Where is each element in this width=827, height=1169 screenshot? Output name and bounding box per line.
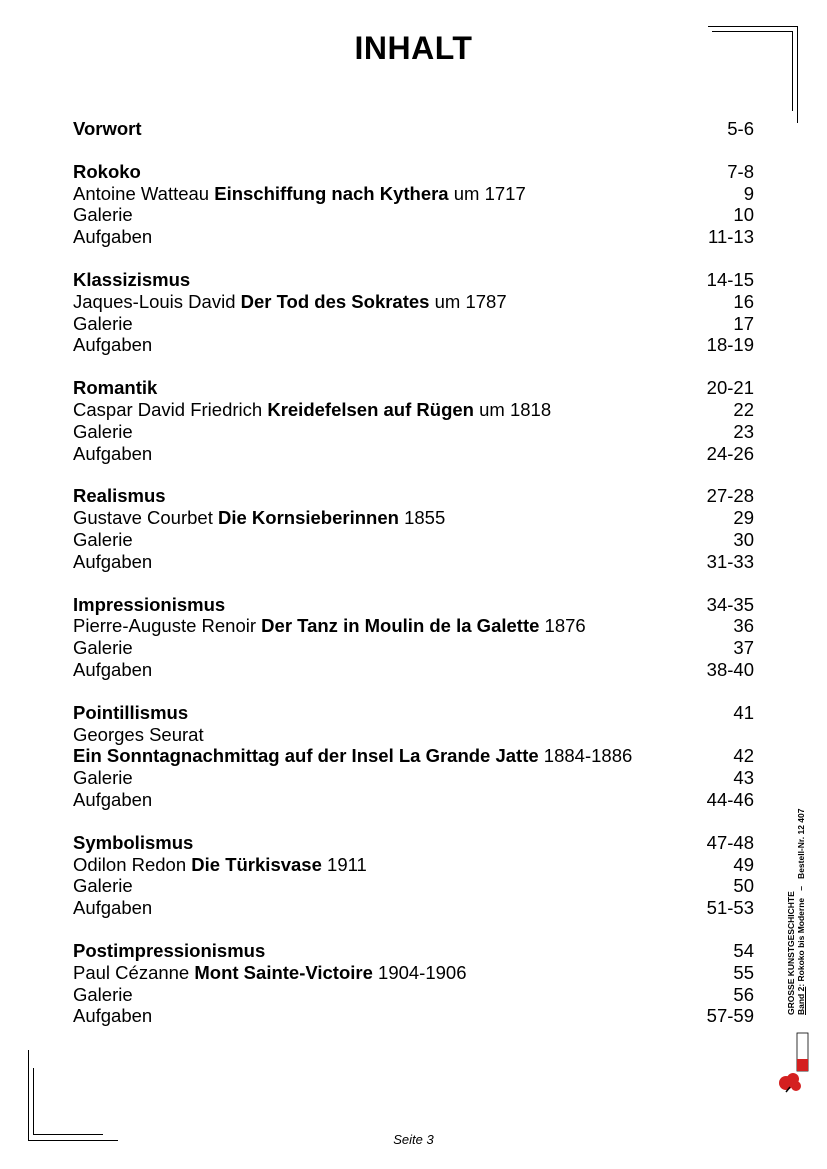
artwork-title: Die Türkisvase [191, 853, 322, 875]
toc-page-number: 9 [743, 182, 754, 204]
toc-entry-title: Aufgaben [73, 550, 153, 572]
toc-entry-title: Romantik [73, 377, 158, 399]
toc-entry-title [73, 854, 367, 876]
toc-page-number: 37 [733, 637, 754, 659]
toc-page-number: 56 [733, 983, 754, 1005]
toc-entry-title: Impressionismus [73, 593, 226, 615]
toc-section-heading [73, 832, 754, 854]
toc-entry-title: Aufgaben [73, 658, 153, 680]
toc-page-number: 24-26 [706, 442, 754, 464]
toc-page-number: 30 [733, 528, 754, 550]
toc-section [73, 594, 754, 681]
toc-entry [73, 854, 754, 876]
toc-entry [73, 313, 754, 335]
toc-entry-title: Postimpressionismus [73, 939, 266, 961]
corner-frame-line [708, 26, 798, 27]
artist-name: Odilon Redon [73, 853, 192, 875]
toc-entry [73, 637, 754, 659]
toc-section-heading [73, 269, 754, 291]
toc-page-number: 36 [733, 615, 754, 637]
toc-entry-title: Realismus [73, 485, 166, 507]
artwork-year: 1884-1886 [538, 745, 633, 767]
toc-section-heading [73, 594, 754, 616]
toc-entry-title [73, 507, 445, 529]
toc-entry [73, 659, 754, 681]
toc-entry-title: Vorwort [73, 118, 142, 139]
toc-entry [73, 897, 754, 919]
artwork-title: Kreidefelsen auf Rügen [267, 398, 474, 420]
toc-entry [73, 962, 754, 984]
toc-page-number: 10 [733, 204, 754, 226]
toc-entry-title: Aufgaben [73, 1005, 153, 1027]
toc-entry-title: Galerie [73, 312, 133, 334]
artist-name: Jaques-Louis David [73, 290, 241, 312]
toc-entry [73, 615, 754, 637]
toc-entry-title [73, 291, 507, 313]
toc-page-number: 18-19 [706, 334, 754, 356]
toc-entry [73, 204, 754, 226]
toc-entry-title: Symbolismus [73, 831, 194, 853]
toc-section [73, 940, 754, 1027]
corner-frame-line [28, 1050, 29, 1141]
artwork-year: um 1818 [473, 398, 552, 420]
toc-entry [73, 507, 754, 529]
artwork-title: Einschiffung nach Kythera [214, 182, 449, 204]
toc-page-number: 57-59 [706, 1005, 754, 1027]
artwork-title: Mont Sainte-Victoire [194, 961, 373, 983]
toc-entry [73, 226, 754, 248]
toc-page-number: 27-28 [706, 485, 754, 507]
toc-page-number: 43 [733, 767, 754, 789]
toc-entry-title: Galerie [73, 983, 133, 1005]
toc-entry [73, 1005, 754, 1027]
toc-page-number: 42 [733, 745, 754, 767]
toc-page-number: 7-8 [727, 160, 754, 182]
toc-section [73, 832, 754, 919]
corner-frame-line [792, 31, 793, 111]
page-title: INHALT [354, 30, 473, 66]
toc-entry-title: Galerie [73, 767, 133, 789]
toc-entry [73, 724, 754, 746]
toc-entry [73, 443, 754, 465]
artist-name: Antoine Watteau [73, 182, 215, 204]
toc-section-heading [73, 118, 754, 140]
toc-entry-title: Aufgaben [73, 788, 153, 810]
toc-entry [73, 334, 754, 356]
toc-entry-title [73, 615, 586, 637]
toc-entry [73, 399, 754, 421]
artwork-year: um 1787 [429, 290, 507, 312]
toc-entry-title: Galerie [73, 875, 133, 897]
toc-entry [73, 875, 754, 897]
toc-section [73, 485, 754, 572]
toc-section-heading [73, 377, 754, 399]
artwork-year: 1876 [539, 615, 586, 637]
toc-page-number: 38-40 [706, 658, 754, 680]
artwork-title: Ein Sonntagnachmittag auf der Insel La Grande Jatte [73, 745, 539, 767]
toc-entry-title [73, 183, 526, 205]
toc-entry [73, 183, 754, 205]
kohl-verlag-logo-icon [776, 1025, 810, 1093]
toc-page-number: 23 [733, 420, 754, 442]
artist-name: Paul Cézanne [73, 961, 195, 983]
band-number: Band 2 [796, 986, 806, 1015]
toc-section-heading [73, 485, 754, 507]
series-title: GROSSE KUNSTGESCHICHTE [786, 891, 796, 1015]
artwork-year: 1904-1906 [372, 961, 467, 983]
toc-entry-title: Georges Seurat [73, 723, 204, 745]
toc-entry-title: Klassizismus [73, 268, 191, 290]
artist-name: Pierre-Auguste Renoir [73, 615, 262, 637]
artwork-title: Der Tod des Sokrates [240, 290, 430, 312]
toc-page-number: 20-21 [706, 377, 754, 399]
toc-entry [73, 529, 754, 551]
artist-name: Gustave Courbet [73, 507, 218, 529]
toc-section-heading [73, 702, 754, 724]
artwork-title: Der Tanz in Moulin de la Galette [261, 615, 540, 637]
toc-section [73, 118, 754, 140]
toc-entry [73, 789, 754, 811]
toc-page-number: 41 [733, 701, 754, 723]
artwork-title: Die Kornsieberinnen [218, 507, 399, 529]
toc-page-number: 49 [733, 853, 754, 875]
artwork-year: 1911 [321, 853, 367, 875]
toc-entry-title: Aufgaben [73, 334, 153, 356]
side-publication-info [786, 755, 806, 1015]
toc-entry-title: Pointillismus [73, 701, 189, 723]
corner-frame-line [712, 31, 792, 32]
toc-entry [73, 421, 754, 443]
toc-section-heading [73, 161, 754, 183]
toc-section [73, 161, 754, 248]
band-subtitle: : Rokoko bis Moderne [796, 897, 806, 987]
toc-entry-title [73, 962, 467, 984]
toc-entry-title: Galerie [73, 528, 133, 550]
toc-page-number: 14-15 [706, 268, 754, 290]
toc-entry-title: Galerie [73, 204, 133, 226]
toc-section [73, 269, 754, 356]
toc-entry [73, 767, 754, 789]
toc-page-number: 34-35 [706, 593, 754, 615]
toc-page-number: 55 [733, 961, 754, 983]
toc-page-number: 29 [733, 507, 754, 529]
artwork-year: um 1717 [448, 182, 526, 204]
toc-entry [73, 745, 754, 767]
artwork-year: 1855 [398, 507, 446, 529]
separator: – [796, 886, 806, 891]
toc-entry-title: Aufgaben [73, 226, 153, 248]
toc-page-number: 17 [733, 312, 754, 334]
toc-entry-title: Galerie [73, 637, 133, 659]
order-number: Bestell-Nr. 12 407 [796, 808, 806, 879]
corner-frame-line [33, 1068, 34, 1135]
toc-page-number: 31-33 [706, 550, 754, 572]
toc-page-number: 50 [733, 875, 754, 897]
toc-page-number: 22 [733, 398, 754, 420]
toc-entry-title: Aufgaben [73, 442, 153, 464]
toc-entry [73, 551, 754, 573]
toc-page-number: 51-53 [706, 897, 754, 919]
toc-entry [73, 984, 754, 1006]
toc-entry-title [73, 745, 632, 767]
toc-page-number: 44-46 [706, 788, 754, 810]
toc-page-number: 11-13 [708, 226, 754, 248]
toc-entry [73, 291, 754, 313]
toc-entry-title [73, 399, 551, 421]
page-number: Seite 3 [393, 1132, 434, 1147]
artist-name: Caspar David Friedrich [73, 398, 268, 420]
toc-section [73, 377, 754, 464]
toc-page-number: 47-48 [706, 831, 754, 853]
table-of-contents [73, 118, 754, 1048]
band-info [796, 755, 806, 1015]
toc-page-number: 16 [733, 290, 754, 312]
toc-page-number: 54 [733, 939, 754, 961]
toc-entry-title: Rokoko [73, 160, 141, 182]
toc-section-heading [73, 940, 754, 962]
toc-page-number: 5-6 [727, 118, 754, 139]
corner-frame-line [797, 26, 798, 123]
toc-section [73, 702, 754, 811]
toc-entry-title: Galerie [73, 420, 133, 442]
toc-entry-title: Aufgaben [73, 897, 153, 919]
